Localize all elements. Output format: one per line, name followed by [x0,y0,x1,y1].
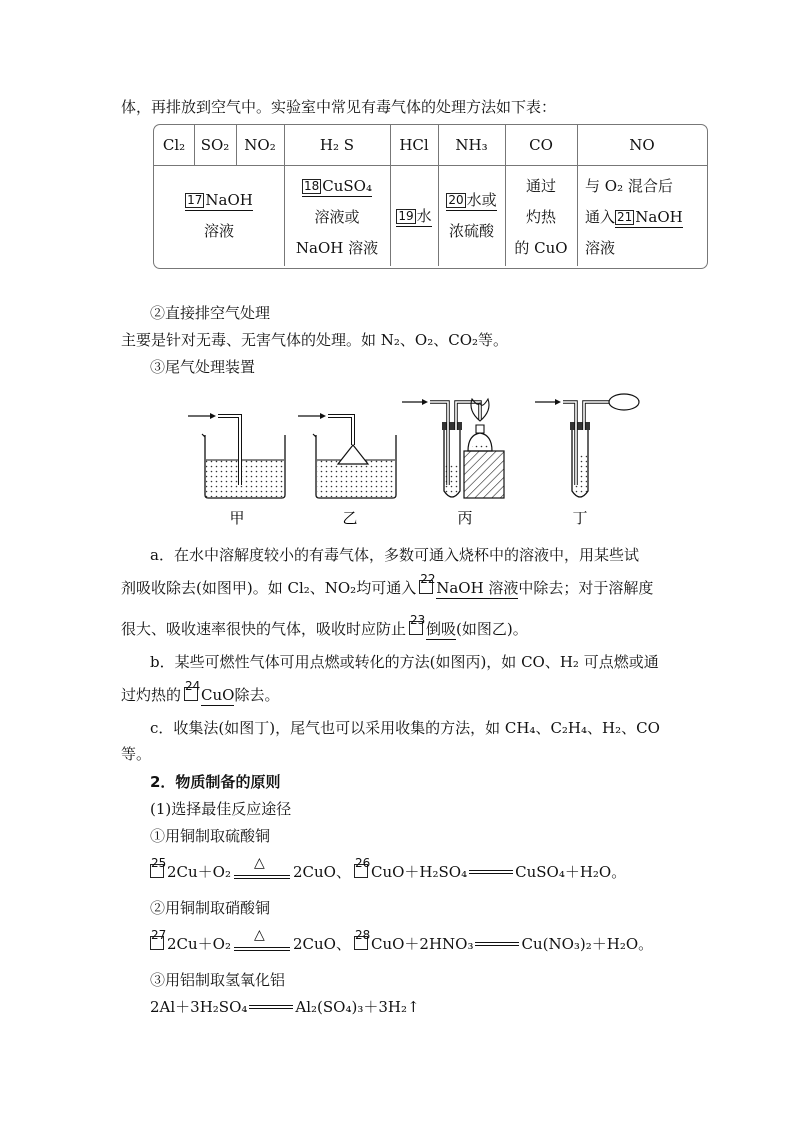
answer-box: 22 [419,580,433,594]
label-yi: 乙 [342,509,358,527]
answer-box: 26 [354,864,368,878]
label-bing: 丙 [457,509,473,527]
section-direct-emission-title: ②直接排空气处理 [150,304,271,322]
header-cl2: Cl₂ [162,136,186,154]
tail-gas-apparatus-figure [180,385,660,530]
table-divider [154,165,707,166]
answer-box: 24 [184,687,198,701]
copper-sulfate-title: ①用铜制取硫酸铜 [150,827,271,845]
answer-number: 18 [303,179,320,193]
header-so2: SO₂ [200,136,230,154]
equals-sign [469,870,513,875]
para-c-line2: 等。 [121,745,152,763]
cell-h2s: 18 CuSO₄ 溶液或 NaOH 溶液 [295,177,379,257]
intro-text: 体，再排放到空气中。实验室中常见有毒气体的处理方法如下表： [121,98,557,116]
cell-cl2-so2-no2: 17 NaOH 溶液 [187,191,253,240]
apparatus-yi [298,413,396,498]
para-a-line1: a．在水中溶解度较小的有毒气体，多数可通入烧杯中的溶液中，用某些试 [150,546,639,564]
apparatus-jia [188,413,285,498]
answer-number: 20 [448,193,464,207]
header-h2s: H₂ S [319,136,355,154]
equation-3: 2Al＋3H₂SO₄ Al₂(SO₄)₃＋3H₂↑ [150,998,420,1016]
apparatus-ding [535,394,639,497]
cell-hcl: 19 水 [398,207,432,225]
label-jia: 甲 [229,509,245,527]
label-ding: 丁 [572,509,588,527]
answer-number: 21 [617,210,633,224]
answer-number: 17 [187,193,203,207]
cell-co: 通过 灼热 的 CuO [514,177,568,257]
section-2-sub1: (1)选择最佳反应途径 [150,800,292,818]
cell-no: 与 O₂ 混合后 通入 21 NaOH 溶液 [585,177,683,257]
answer-naoh: NaOH 溶液 [436,579,519,597]
equals-sign [475,942,519,947]
para-a-line3: 很大、吸收速率很快的气体，吸收时应防止 23 倒吸(如图乙)。 [121,613,528,638]
section-direct-emission-text: 主要是针对无毒、无害气体的处理。如 N₂、O₂、CO₂等。 [121,331,509,349]
para-a-line2: 剂吸收除去(如图甲)。如 Cl₂、NO₂均可通入 22 NaOH 溶液中除去；对于溶解度 [121,572,654,597]
equation-2: 27 2Cu＋O₂ △ 2CuO、 28 CuO＋2HNO₃ Cu(NO₃)₂＋H₂O。 [151,927,654,953]
answer-box: 27 [150,936,164,950]
section-apparatus-title: ③尾气处理装置 [150,358,256,376]
answer-box: 28 [354,936,368,950]
answer-box: 25 [150,864,164,878]
para-c-line1: c．收集法(如图丁)，尾气也可以采用收集的方法，如 CH₄、C₂H₄、H₂、CO [150,719,660,737]
copper-nitrate-title: ②用铜制取硝酸铜 [150,899,271,917]
equation-1: 25 2Cu＋O₂ △ 2CuO、 26 CuO＋H₂SO₄ CuSO₄＋H₂O。 [151,855,627,881]
gas-treatment-table [153,124,708,269]
apparatus-bing [402,399,504,498]
header-no2: NO₂ [244,136,276,154]
answer-daoxi: 倒吸 [426,620,457,638]
header-co: CO [529,136,553,154]
answer-cuo: CuO [201,686,235,704]
header-nh3: NH₃ [455,136,488,154]
header-hcl: HCl [399,136,429,154]
section-2-title: 2．物质制备的原则 [150,773,281,791]
answer-box: 23 [409,621,423,635]
para-b-line2: 过灼热的 24 CuO除去。 [121,679,280,704]
answer-number: 19 [398,209,414,223]
equals-sign [249,1005,293,1010]
aluminum-hydroxide-title: ③用铝制取氢氧化铝 [150,971,286,989]
header-no: NO [629,136,655,154]
cell-nh3: 20 水或 浓硫酸 [448,191,497,240]
para-b-line1: b．某些可燃性气体可用点燃或转化的方法(如图丙)，如 CO、H₂ 可点燃或通 [150,653,659,671]
